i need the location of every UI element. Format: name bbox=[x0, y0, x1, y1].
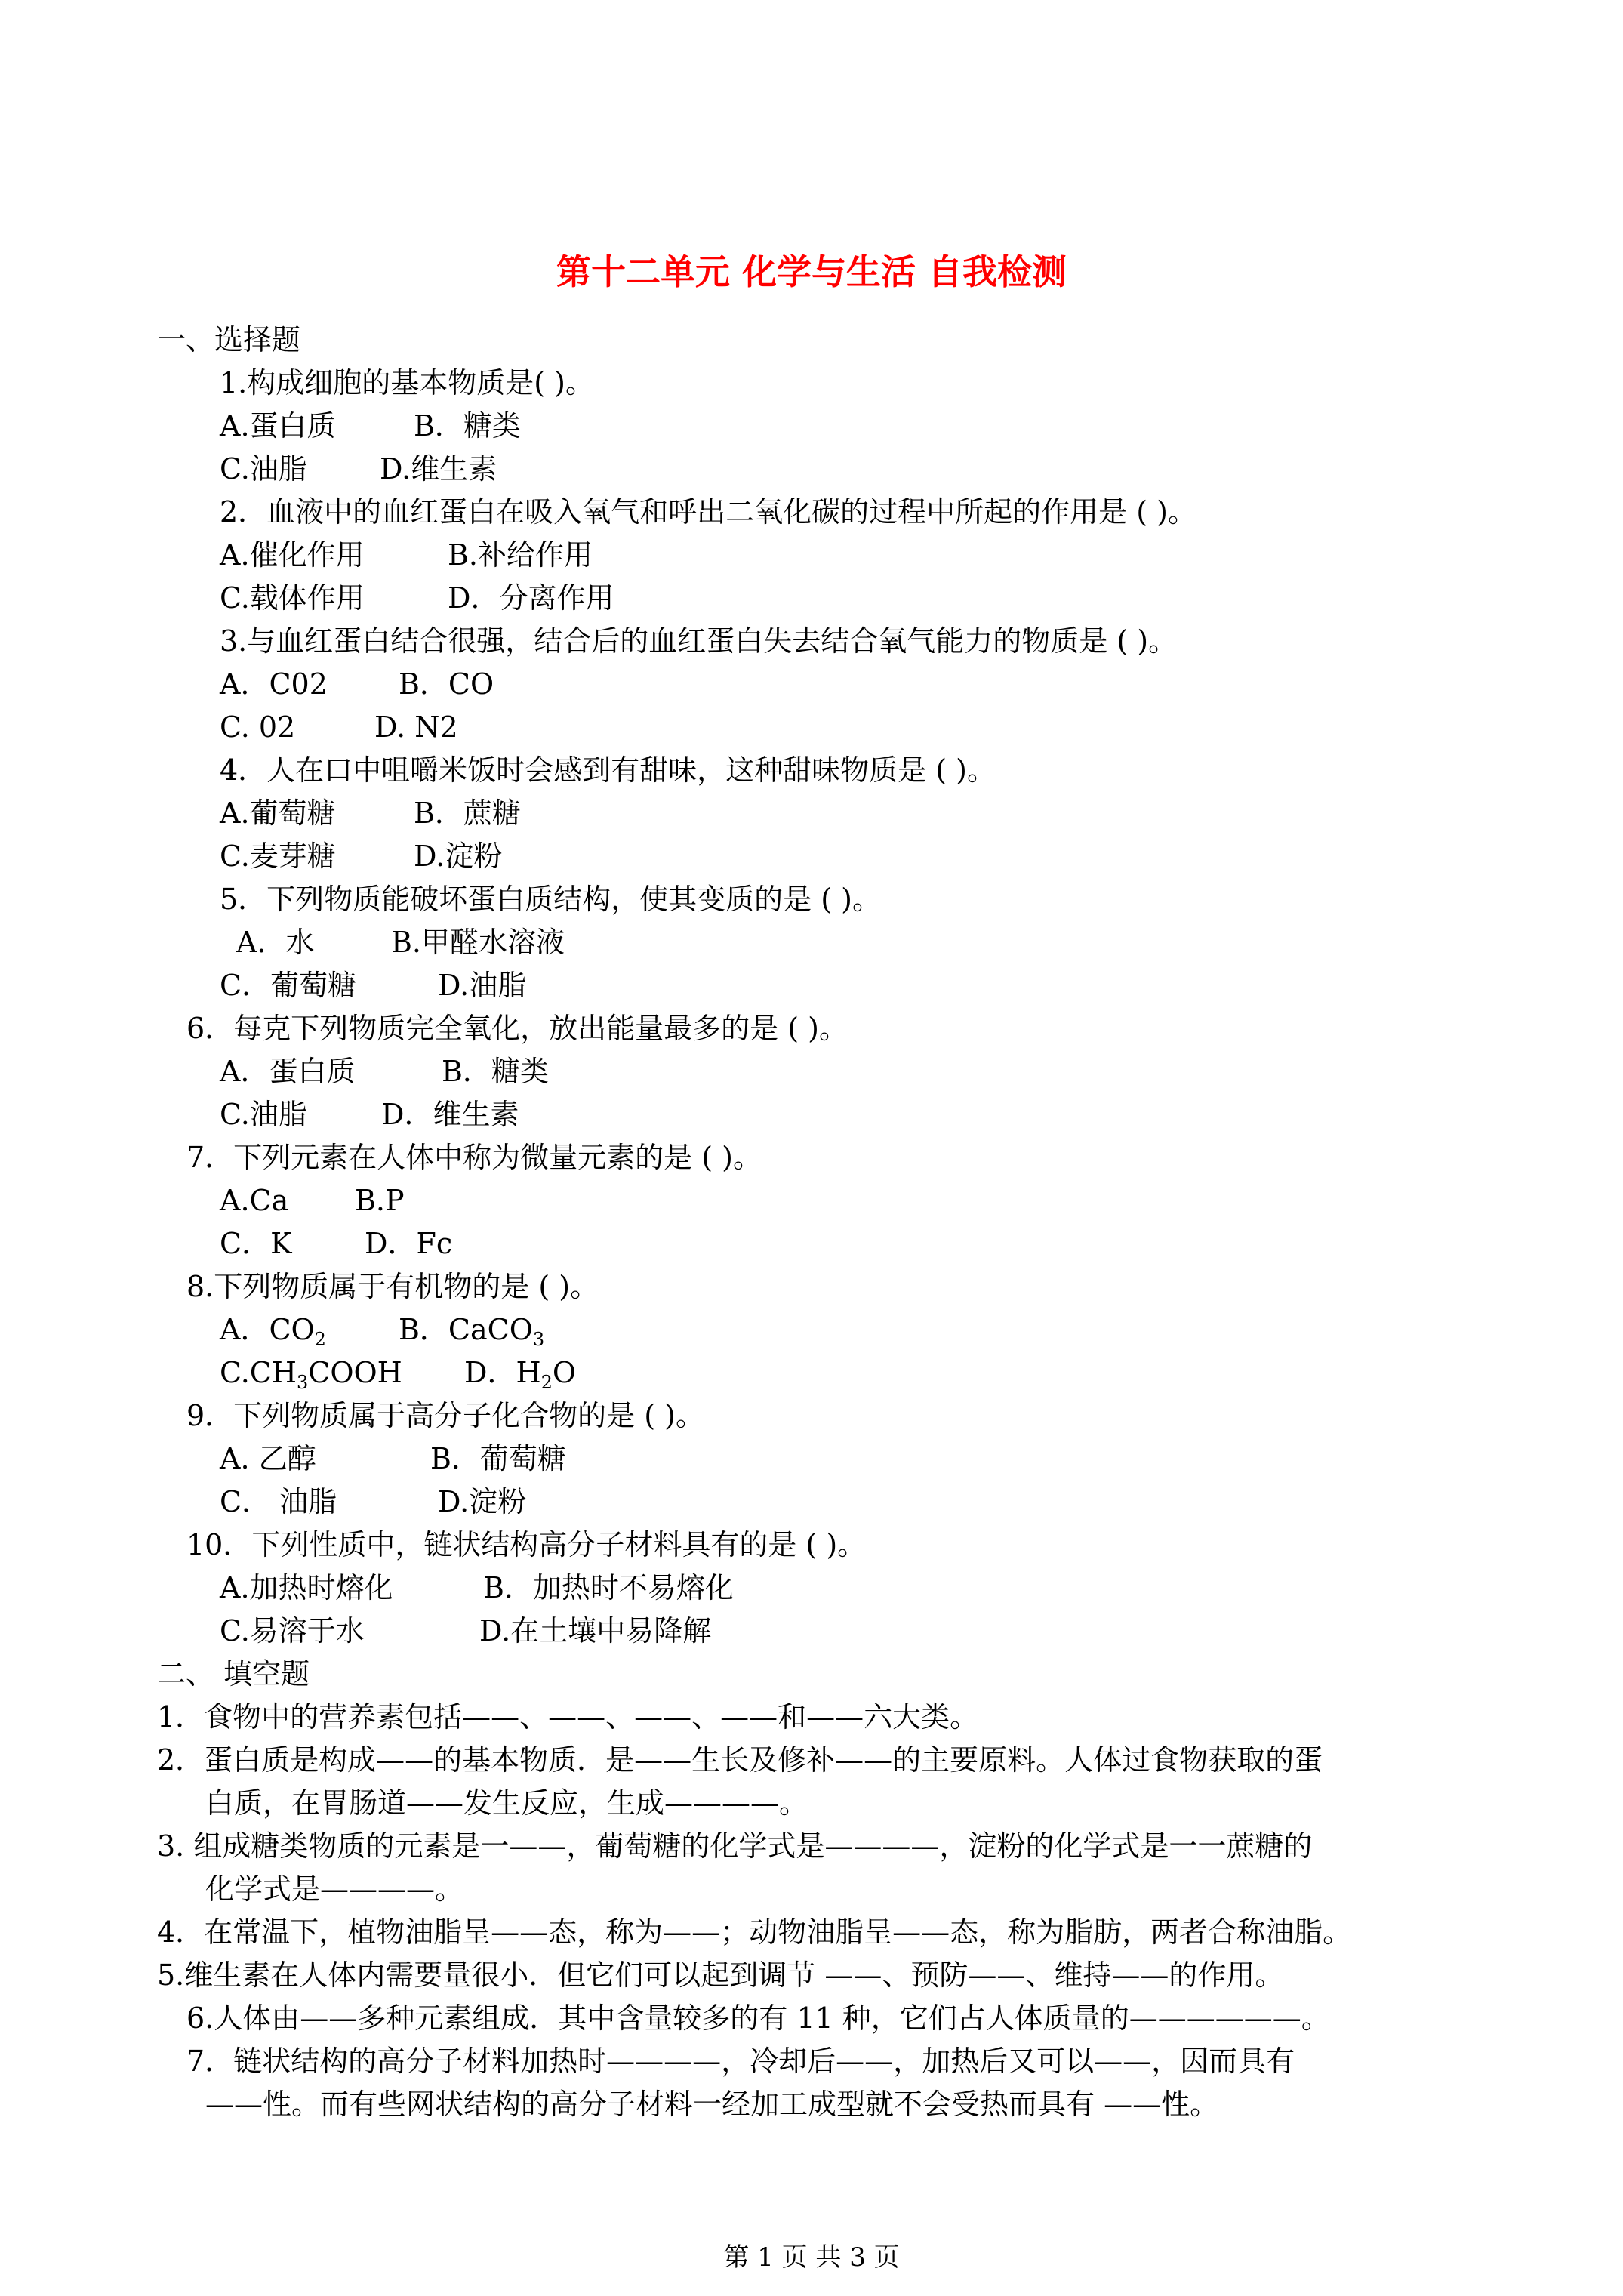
section-2-heading: 二、 填空题 bbox=[157, 1657, 310, 1690]
question-9-option-c: C． 油脂 bbox=[220, 1485, 337, 1518]
question-1-option-b: B．糖类 bbox=[414, 409, 521, 442]
question-4-option-c: C.麦芽糖 bbox=[220, 840, 336, 873]
question-1-option-d: D.维生素 bbox=[380, 452, 497, 485]
question-2-stem: 2．血液中的血红蛋白在吸入氧气和呼出二氧化碳的过程中所起的作用是 ( )。 bbox=[220, 495, 1196, 529]
question-3-option-a: A．C02 bbox=[220, 667, 328, 701]
question-5-option-d: D.油脂 bbox=[438, 969, 527, 1002]
question-8-option-a-text: A．CO bbox=[220, 1313, 315, 1346]
question-10-option-b: B．加热时不易熔化 bbox=[483, 1571, 734, 1604]
fill-line: 3. 组成糖类物质的元素是一——，葡萄糖的化学式是————，淀粉的化学式是一一蔗糖的 bbox=[157, 1829, 1313, 1863]
question-6-option-a: A．蛋白质 bbox=[220, 1055, 356, 1088]
question-10-option-a: A.加热时熔化 bbox=[220, 1571, 393, 1604]
question-10-stem: 10．下列性质中，链状结构高分子材料具有的是 ( )。 bbox=[186, 1528, 867, 1561]
question-5-stem: 5．下列物质能破坏蛋白质结构，使其变质的是 ( )。 bbox=[220, 883, 881, 916]
question-4-option-d: D.淀粉 bbox=[414, 840, 503, 873]
question-5-option-c: C．葡萄糖 bbox=[220, 969, 357, 1002]
question-6-stem: 6．每克下列物质完全氧化，放出能量最多的是 ( )。 bbox=[186, 1012, 848, 1045]
question-9-option-a: A. 乙醇 bbox=[220, 1442, 316, 1475]
question-1-option-a: A.蛋白质 bbox=[220, 409, 336, 442]
question-8-option-d-text-1: D．H bbox=[464, 1356, 541, 1389]
question-4-stem: 4．人在口中咀嚼米饭时会感到有甜味，这种甜味物质是 ( )。 bbox=[220, 754, 996, 787]
fill-line: 4．在常温下，植物油脂呈——态，称为——；动物油脂呈——态，称为脂肪，两者合称油脂。 bbox=[157, 1915, 1352, 1949]
fill-line: ——性。而有些网状结构的高分子材料一经加工成型就不会受热而具有 ——性。 bbox=[205, 2088, 1219, 2121]
question-5-option-a: A．水 bbox=[236, 926, 315, 959]
question-4-option-b: B．蔗糖 bbox=[414, 797, 521, 830]
question-8-option-c-text-2: COOH bbox=[308, 1356, 402, 1389]
fill-line: 6.人体由——多种元素组成．其中含量较多的有 11 种，它们占人体质量的——————。 bbox=[186, 2002, 1330, 2035]
question-8-option-c bbox=[220, 1354, 402, 1391]
question-2-option-d: D．分离作用 bbox=[448, 581, 614, 615]
question-6-option-d: D．维生素 bbox=[381, 1098, 519, 1131]
question-3-option-c: C. 02 bbox=[220, 710, 296, 744]
question-9-stem: 9．下列物质属于高分子化合物的是 ( )。 bbox=[186, 1399, 704, 1432]
question-10-option-d: D.在土壤中易降解 bbox=[479, 1614, 712, 1647]
question-9-option-d: D.淀粉 bbox=[438, 1485, 527, 1518]
question-7-option-d: D．Fc bbox=[365, 1227, 453, 1260]
question-1-option-c: C.油脂 bbox=[220, 452, 307, 485]
question-8-option-d-subscript: 2 bbox=[540, 1372, 553, 1393]
fill-line: 1．食物中的营养素包括——、——、——、——和——六大类。 bbox=[157, 1700, 979, 1734]
question-1-stem: 1.构成细胞的基本物质是( )。 bbox=[220, 366, 594, 399]
question-7-option-c: C．K bbox=[220, 1227, 292, 1260]
question-8-stem: 8.下列物质属于有机物的是 ( )。 bbox=[186, 1270, 599, 1303]
question-9-option-b: B．葡萄糖 bbox=[430, 1442, 566, 1475]
fill-line: 白质，在胃肠道——发生反应，生成————。 bbox=[205, 1786, 808, 1820]
question-8-option-a-subscript: 2 bbox=[314, 1329, 326, 1350]
question-8-option-b bbox=[399, 1311, 544, 1348]
question-2-option-b: B.补给作用 bbox=[448, 538, 593, 572]
fill-line: 7．链状结构的高分子材料加热时————，冷却后——，加热后又可以——，因而具有 bbox=[186, 2045, 1295, 2078]
question-2-option-a: A.催化作用 bbox=[220, 538, 365, 572]
question-5-option-b: B.甲醛水溶液 bbox=[391, 926, 565, 959]
question-7-stem: 7．下列元素在人体中称为微量元素的是 ( )。 bbox=[186, 1141, 762, 1174]
question-2-option-c: C.载体作用 bbox=[220, 581, 365, 615]
question-3-option-d: D. N2 bbox=[374, 710, 458, 744]
section-1-heading: 一、选择题 bbox=[157, 323, 301, 356]
page-footer: 第 1 页 共 3 页 bbox=[723, 2242, 900, 2273]
question-3-option-b: B．CO bbox=[399, 667, 494, 701]
question-4-option-a: A.葡萄糖 bbox=[220, 797, 336, 830]
question-8-option-a bbox=[220, 1311, 326, 1348]
fill-line: 化学式是————。 bbox=[205, 1872, 464, 1906]
question-7-option-b: B.P bbox=[355, 1184, 405, 1217]
question-6-option-b: B．糖类 bbox=[442, 1055, 549, 1088]
question-8-option-c-text-1: C.CH bbox=[220, 1356, 297, 1389]
question-8-option-b-text: B．CaCO bbox=[399, 1313, 533, 1346]
question-8-option-b-subscript: 3 bbox=[532, 1329, 545, 1350]
fill-line: 5.维生素在人体内需要量很小．但它们可以起到调节 ——、预防——、维持——的作用。 bbox=[157, 1959, 1284, 1992]
page-title: 第十二单元 化学与生活 自我检测 bbox=[556, 251, 1067, 292]
fill-line: 2．蛋白质是构成——的基本物质．是——生长及修补——的主要原料。人体过食物获取的蛋 bbox=[157, 1743, 1323, 1777]
question-8-option-d-text-2: O bbox=[552, 1356, 577, 1389]
question-8-option-c-subscript: 3 bbox=[297, 1372, 309, 1393]
question-3-stem: 3.与血红蛋白结合很强，结合后的血红蛋白失去结合氧气能力的物质是 ( )。 bbox=[220, 624, 1178, 658]
question-6-option-c: C.油脂 bbox=[220, 1098, 307, 1131]
question-7-option-a: A.Ca bbox=[220, 1184, 289, 1217]
question-10-option-c: C.易溶于水 bbox=[220, 1614, 365, 1647]
question-8-option-d bbox=[464, 1354, 576, 1391]
